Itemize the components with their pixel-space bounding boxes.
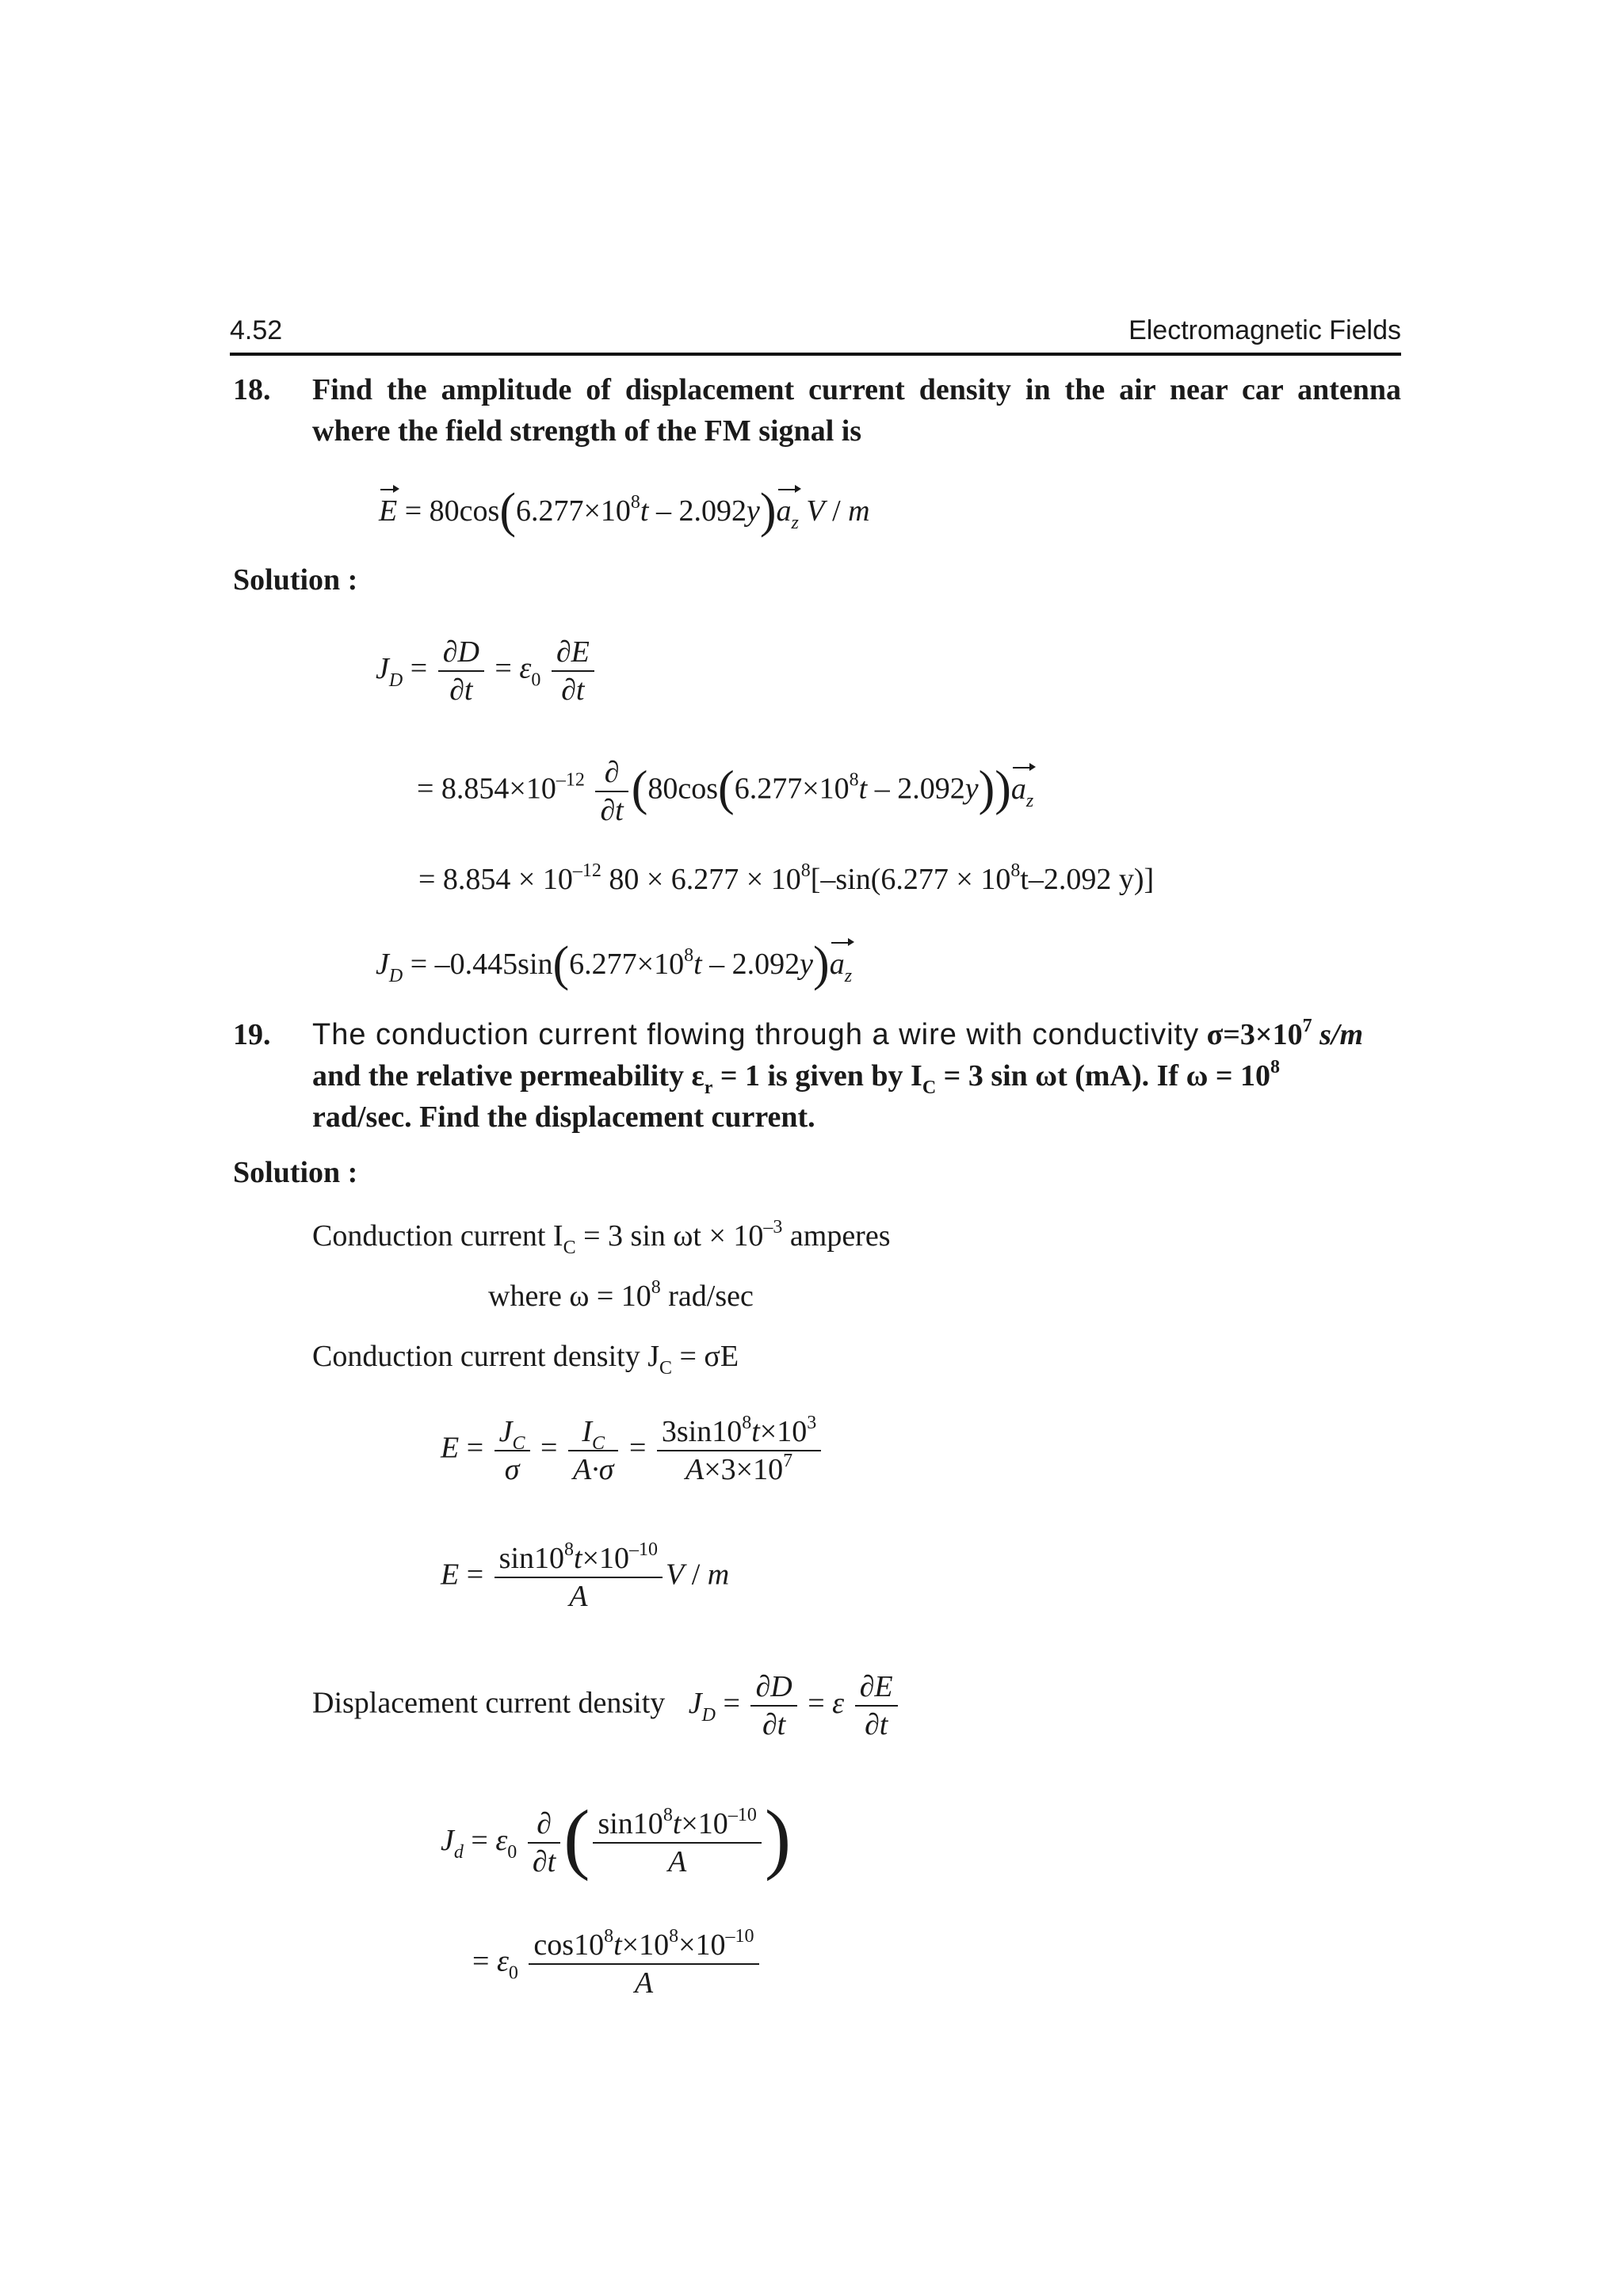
equation-e-result: E = $\frac{\sin 10^8t\times 10^{-10}}{A}$ V / m xyxy=(441,1539,730,1613)
equation-e-expression: E = $\frac{J_C}{\sigma}$ = $\frac{I_C}{A\cdot\sigma}$ = $\frac{3\sin 10^8t\times 10^3}{A\times 3\times 10^7}$ xyxy=(441,1413,824,1488)
header-rule xyxy=(230,353,1401,356)
question-text: rad/sec. Find the displacement current. xyxy=(312,1100,815,1134)
displacement-density-line: Displacement current density $J_D$ = $\frac{\partial D}{\partial t}$ = ε $\frac{\partial E}{\partial t}$ xyxy=(312,1669,901,1743)
equation-e-field: $E = 80\cos(6.277\times 10^8t - 2.092y)a_z$ V / m xyxy=(379,484,870,538)
equation-jd-cos: = $\varepsilon_0$ $\frac{\cos 10^8t\times 10^8\times 10^{-10}}{A}$ xyxy=(472,1927,762,2001)
chapter-title: Electromagnetic Fields xyxy=(1128,315,1401,345)
question-text: The conduction current flowing through a wire with conductivity $\sigma=3\times 10^7$ s/m xyxy=(312,1016,1363,1051)
equation-jd-derivative: $J_d = \varepsilon_0$ $\frac{\partial}{\partial t}$ ( $\frac{\sin 10^8t\times 10^{-10}}{A}$ ) xyxy=(441,1794,792,1882)
equation-step-1: = $8.854\times 10^{-12}$ $\frac{\partial}{\partial t}$ $(80\cos(6.277\times 10^8t - 2.092y))a_z$ xyxy=(417,756,1034,827)
conduction-density-line: Conduction current density $J_C = \sigma E$ xyxy=(312,1340,739,1379)
question-number: 19. xyxy=(233,1018,271,1051)
question-text: Find the amplitude of displacement current density in the air near car antenna xyxy=(312,373,1401,406)
conduction-current-line: Conduction current $I_C = 3$ $\sin \omega t \times 10^{-3}$ amperes xyxy=(312,1217,891,1258)
page-number: 4.52 xyxy=(230,315,283,345)
equation-jd-result: $J_D = -0.445\sin(6.277\times 10^8t - 2.092y)a_z$ xyxy=(376,937,853,991)
solution-label: Solution : xyxy=(233,1156,358,1189)
omega-line: where $\omega = 10^8$ rad/sec xyxy=(488,1277,754,1313)
solution-label: Solution : xyxy=(233,563,358,597)
question-text: where the field strength of the FM signal is xyxy=(312,414,862,448)
question-text: and the relative permeability $\varepsilon_r = 1$ is given by $I_C = 3$ sin ωt (mA). If $\omega = 10^8$ xyxy=(312,1057,1281,1098)
question-number: 18. xyxy=(233,373,271,406)
equation-jd-definition: $J_D$ = $\frac{\partial D}{\partial t}$ = $\varepsilon_0$ $\frac{\partial E}{\partial t}$ xyxy=(376,634,598,708)
equation-step-2: = $8.854 \times 10^{-12}$ $80 \times 6.277 \times 10^8[-\sin(6.277 \times 10^8t-2.092$ y)] xyxy=(418,860,1155,896)
